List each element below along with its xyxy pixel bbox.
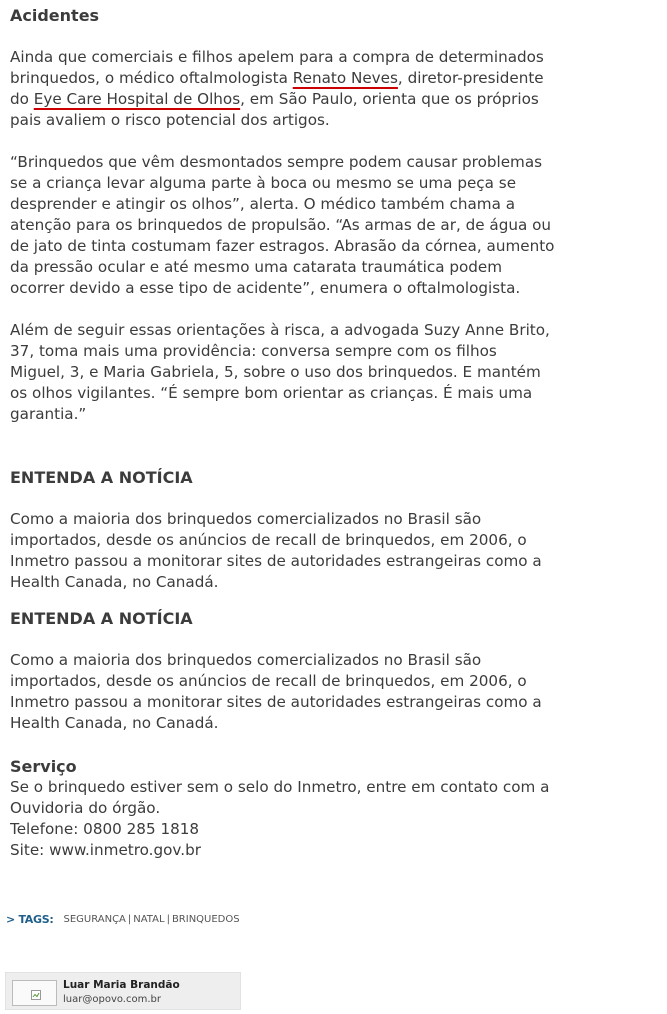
broken-image-icon bbox=[31, 990, 41, 1000]
section-servico bbox=[10, 756, 555, 861]
paragraph bbox=[10, 47, 555, 131]
link-eye-care-hospital[interactable]: Eye Care Hospital de Olhos bbox=[33, 90, 241, 108]
author-box bbox=[5, 972, 241, 1010]
section-heading: ENTENDA A NOTÍCIA bbox=[10, 609, 193, 628]
section-entenda-2 bbox=[10, 608, 555, 734]
section-heading: Acidentes bbox=[10, 6, 100, 25]
site-line: Site: www.inmetro.gov.br bbox=[10, 841, 201, 859]
phone-line: Telefone: 0800 285 1818 bbox=[10, 820, 200, 838]
author-name: Luar Maria Brandão bbox=[63, 979, 180, 991]
paragraph: Como a maioria dos brinquedos comercializados no Brasil são importados, desde os anúncios de recall de brinquedos, em 2006, o Inmetro passou a monitorar sites de autoridades estrangeiras como a Health Canada, no Canadá. bbox=[10, 651, 542, 732]
tags-label: > TAGS: bbox=[6, 913, 54, 926]
author-photo bbox=[12, 980, 57, 1006]
paragraph: “Brinquedos que vêm desmontados sempre podem causar problemas se a criança levar alguma parte à boca ou mesmo se uma peça se desprender e atingir os olhos”, alerta. O médico também chama a atenção para os brinquedos de propulsão. “As armas de ar, de água ou de jato de tinta costumam fazer estragos. Abrasão da córnea, aumento da pressão ocular e até mesmo uma catarata traumática podem ocorrer devido a esse tipo de acidente”, enumera o oftalmologista. bbox=[10, 153, 555, 297]
tag-separator: | bbox=[127, 914, 132, 925]
author-email[interactable]: luar@opovo.com.br bbox=[63, 994, 161, 1005]
tag-brinquedos[interactable]: BRINQUEDOS bbox=[171, 914, 240, 925]
tags-bar bbox=[6, 913, 242, 926]
link-renato-neves[interactable]: Renato Neves bbox=[292, 69, 398, 87]
paragraph: Além de seguir essas orientações à risca, a advogada Suzy Anne Brito, 37, toma mais uma providência: conversa sempre com os filhos Miguel, 3, e Maria Gabriela, 5, sobre o uso dos brinquedos. E mantém os olhos vigilantes. “É sempre bom orientar as crianças. É mais uma garantia.” bbox=[10, 321, 550, 423]
paragraph: Como a maioria dos brinquedos comercializados no Brasil são importados, desde os anúncios de recall de brinquedos, em 2006, o Inmetro passou a monitorar sites de autoridades estrangeiras como a Health Canada, no Canadá. bbox=[10, 510, 542, 591]
tag-seguranca[interactable]: SEGURANÇA bbox=[63, 914, 126, 925]
section-acidentes bbox=[10, 5, 555, 425]
section-heading: ENTENDA A NOTÍCIA bbox=[10, 468, 193, 487]
paragraph-text: , diretor-presidente do bbox=[10, 69, 544, 108]
paragraph: Se o brinquedo estiver sem o selo do Inmetro, entre em contato com a Ouvidoria do órgão. bbox=[10, 778, 550, 817]
paragraph-text: , em São Paulo, orienta que os próprios pais avaliem o risco potencial dos artigos. bbox=[10, 90, 539, 129]
tag-natal[interactable]: NATAL bbox=[133, 914, 165, 925]
paragraph-text: Ainda que comerciais e filhos apelem para a compra de determinados brinquedos, o médico oftalmologista bbox=[10, 48, 544, 87]
tag-separator: | bbox=[166, 914, 170, 925]
section-heading: Serviço bbox=[10, 757, 77, 776]
section-entenda-1 bbox=[10, 467, 555, 593]
